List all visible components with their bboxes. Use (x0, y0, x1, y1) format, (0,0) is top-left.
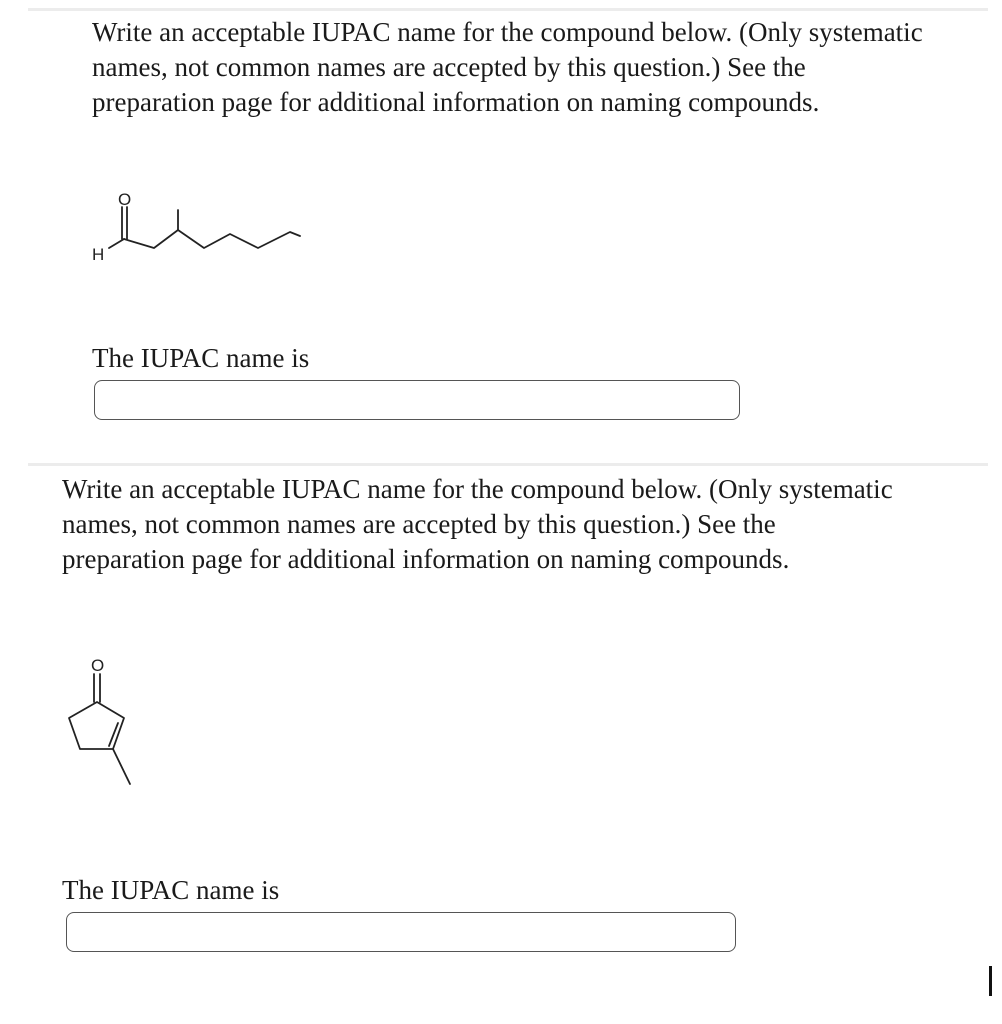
question-2-prompt-line-3: preparation page for additional information on naming compounds. (62, 544, 790, 574)
question-2-ring-double-bond (109, 723, 118, 746)
question-1-bond-h-c (109, 239, 124, 248)
question-1-hydrogen-label: H (92, 245, 105, 264)
question-1-structure-hexanal (80, 180, 320, 270)
question-1-prompt-line-3: preparation page for additional information on naming compounds. (92, 87, 820, 117)
question-2-prompt (62, 472, 893, 577)
question-1-top-divider (28, 8, 988, 11)
question-1-prompt-line-1: Write an acceptable IUPAC name for the compound below. (Only systematic (92, 17, 923, 47)
question-1-carbon-chain (124, 230, 300, 248)
question-2-answer-input[interactable] (66, 912, 736, 952)
question-1-answer-label: The IUPAC name is (92, 343, 310, 373)
question-1-prompt (92, 15, 923, 120)
question-2-answer-label: The IUPAC name is (62, 875, 280, 905)
question-1-answer-input[interactable] (94, 380, 740, 420)
question-2-prompt-line-2: names, not common names are accepted by this question.) See the (62, 509, 776, 539)
question-2-oxygen-label: O (91, 656, 105, 675)
question-2-structure-methylcyclopentenone (55, 650, 155, 795)
question-2-methyl-bond (113, 749, 130, 784)
question-1-prompt-line-2: names, not common names are accepted by this question.) See the (92, 52, 806, 82)
question-2-prompt-line-1: Write an acceptable IUPAC name for the compound below. (Only systematic (62, 474, 893, 504)
question-2-top-divider (28, 463, 988, 466)
question-2-ring (69, 702, 124, 749)
text-cursor-icon (989, 966, 992, 996)
question-1-oxygen-label: O (118, 190, 132, 209)
